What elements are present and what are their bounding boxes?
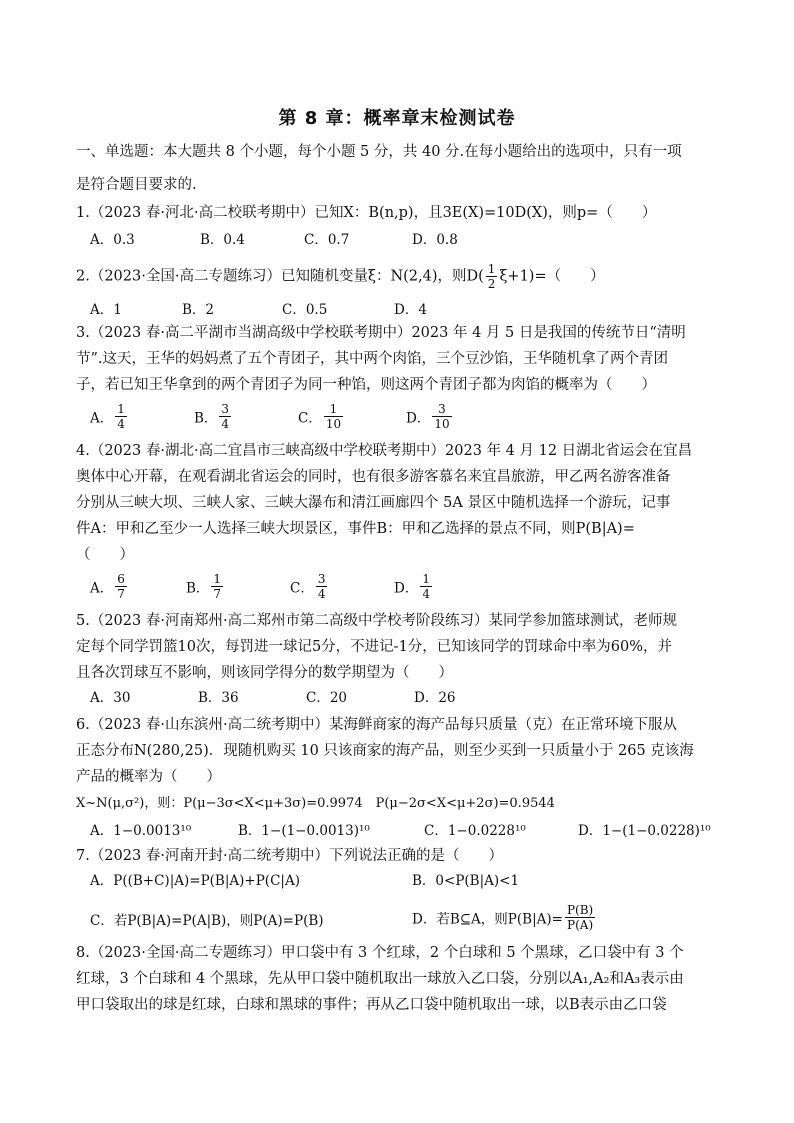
q4-option-a: A． $\frac{6}{7}$	[90, 572, 125, 601]
q2-stem-tail: ξ+1)=（ ）	[499, 268, 605, 285]
question-4-line-1: 4.（2023 春·湖北·高二宜昌市三峡高级中学校联考期中）2023 年 4 月 12 日湖北省运会在宜昌	[76, 443, 693, 459]
q1-option-d: D．0.8	[412, 232, 458, 248]
q6-option-d: D．1−(1−0.0228)¹⁰	[578, 823, 711, 839]
q6-option-b: B．1−(1−0.0013)¹⁰	[238, 823, 370, 839]
q6-option-a: A．1−0.0013¹⁰	[90, 823, 192, 839]
q2-stem-head: 2.（2023·全国·高二专题练习）已知随机变量ξ：N(2,4)，则D(	[76, 268, 484, 285]
question-3-line-2: 节”.这天，王华的妈妈煮了五个青团子，其中两个肉馅，三个豆沙馅，王华随机拿了两个青团	[76, 351, 669, 367]
question-4-line-2: 奥体中心开幕，在观看湖北省运会的同时，也有很多游客慕名来宜昌旅游，甲乙两名游客准备	[76, 469, 671, 485]
q3-option-c: C． $\frac{1}{10}$	[298, 402, 342, 431]
question-7-options-row-2	[90, 903, 730, 939]
question-8-line-3: 甲口袋取出的球是红球，白球和黑球的事件；再从乙口袋中随机取出一球，以B表示由乙口袋	[76, 997, 667, 1013]
q4-option-c: C． $\frac{3}{4}$	[290, 572, 326, 601]
question-4-options	[90, 572, 730, 608]
q3-option-a: A． $\frac{1}{4}$	[90, 402, 125, 431]
question-4-line-5: （ ）	[76, 547, 134, 563]
question-6-line-1: 6.（2023 春·山东滨州·高二统考期中）某海鲜商家的海产品每只质量（克）在正常环境下服从	[76, 717, 678, 733]
q3-option-b: B． $\frac{3}{4}$	[194, 402, 230, 431]
q2-option-d: D．4	[394, 302, 427, 318]
question-5-line-3: 且各次罚球互不影响，则该同学得分的数学期望为（ ）	[76, 665, 453, 681]
question-3-line-1: 3.（2023 春·高二平湖市当湖高级中学校联考期中）2023 年 4 月 5 日是我国的传统节日“清明	[76, 325, 686, 341]
q2-option-a: A．1	[90, 302, 122, 318]
q2-frac-den: 2	[487, 277, 496, 291]
question-3-line-3: 子，若已知王华拿到的两个青团子为同一种馅，则这两个青团子都为肉馅的概率为（ ）	[76, 377, 656, 393]
q5-option-b: B．36	[198, 690, 239, 706]
q5-option-d: D．26	[414, 690, 456, 706]
q2-option-c: C．0.5	[282, 302, 328, 318]
q7-option-b: B．0<P(B|A)<1	[412, 873, 520, 889]
question-5-options	[90, 686, 730, 712]
question-5-line-2: 定每个同学罚篮10次，每罚进一球记5分，不进记-1分，已知该同学的罚球命中率为60%，并	[76, 639, 673, 655]
question-2-stem	[76, 262, 726, 291]
question-4-line-4: 件A：甲和乙至少一人选择三峡大坝景区，事件B：甲和乙选择的景点不同，则P(B|A)=	[76, 521, 635, 537]
question-6-options	[90, 819, 730, 845]
question-8-line-1: 8.（2023·全国·高二专题练习）甲口袋中有 3 个红球，2 个白球和 5 个黑球，乙口袋中有 3 个	[76, 945, 684, 961]
question-4-line-3: 分别从三峡大坝、三峡人家、三峡大瀑布和清江画廊四个 5A 景区中随机选择一个游玩，记事	[76, 495, 671, 511]
section-heading-line-2: 是符合题目要求的.	[76, 177, 197, 193]
q7-option-d: D．若B⊆A，则P(B|A)= $\frac{P(B)}{P(A)}$	[412, 903, 594, 932]
q2-option-b: B．2	[182, 302, 215, 318]
question-5-line-1: 5.（2023 春·河南郑州·高二郑州市第二高级中学校考阶段练习）某同学参加篮球测试，老师规	[76, 613, 678, 629]
q5-option-c: C．20	[306, 690, 348, 706]
question-6-note: X~N(μ,σ²)，则：P(μ−3σ<X<μ+3σ)=0.9974 P(μ−2σ<X<μ+2σ)=0.9544	[76, 796, 555, 811]
question-6-line-3: 产品的概率为（ ）	[76, 769, 221, 785]
question-1-stem: 1.（2023 春·河北·高二校联考期中）已知X：B(n,p)，且3E(X)=10D(X)，则p=（ ）	[76, 205, 657, 221]
q4-option-b: B． $\frac{1}{7}$	[186, 572, 222, 601]
question-7-options-row-1	[90, 869, 730, 895]
q4-option-d: D． $\frac{1}{4}$	[394, 572, 430, 601]
q7-option-a: A．P((B+C)|A)=P(B|A)+P(C|A)	[90, 873, 300, 889]
question-7-stem: 7.（2023 春·河南开封·高二统考期中）下列说法正确的是（ ）	[76, 848, 504, 864]
q3-option-d: D． $\frac{3}{10}$	[406, 402, 450, 431]
q6-option-c: C．1−0.0228¹⁰	[424, 823, 526, 839]
q1-option-b: B．0.4	[200, 232, 245, 248]
q1-option-c: C．0.7	[304, 232, 350, 248]
question-1-options	[90, 228, 730, 254]
section-heading-line-1: 一、单选题：本大题共 8 个小题，每个小题 5 分，共 40 分.在每小题给出的选项中，只有一项	[76, 144, 682, 160]
q1-option-a: A．0.3	[90, 232, 135, 248]
q5-option-a: A．30	[90, 690, 131, 706]
q7-option-c: C．若P(B|A)=P(A|B)，则P(A)=P(B)	[90, 913, 324, 929]
question-6-line-2: 正态分布N(280,25)．现随机购买 10 只该商家的海产品，则至少买到一只质量小于 265 克该海	[76, 743, 694, 759]
q2-frac-num: 1	[487, 262, 496, 276]
question-3-options	[90, 402, 730, 438]
page-title: 第 8 章：概率章末检测试卷	[278, 108, 516, 129]
q2-fraction	[486, 262, 498, 291]
question-8-line-2: 红球，3 个白球和 4 个黑球，先从甲口袋中随机取出一球放入乙口袋，分别以A₁,A₂和A₃表示由	[76, 971, 684, 987]
